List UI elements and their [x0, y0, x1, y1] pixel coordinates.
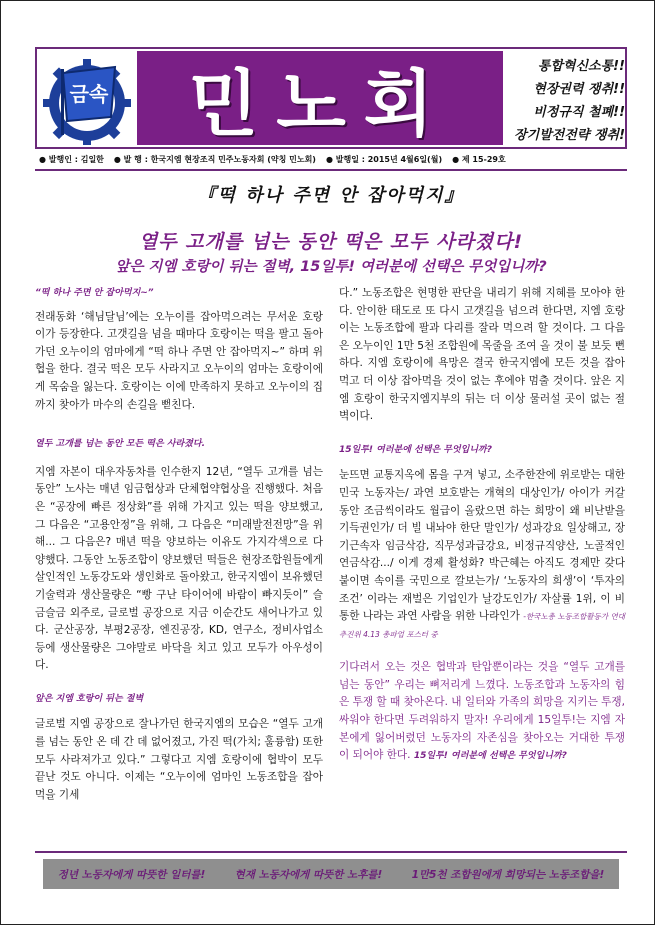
footer-slogan: 정년 노동자에게 따뜻한 일터를!	[57, 868, 206, 881]
section-heading: 열두 고개를 넘는 동안 모든 떡은 사라졌다.	[35, 439, 206, 450]
subheadline-2: 앞은 지엠 호랑이 뒤는 절벽, 15일투! 여러분에 선택은 무엇입니까?	[115, 259, 547, 275]
footer-banner	[43, 859, 619, 889]
slogan-item: 장기발전전략 쟁취!	[514, 128, 625, 143]
masthead	[35, 47, 627, 149]
signature: -한국노총 노동조합활동가 연대 추진위 4.13 총파업 포스터 중	[339, 612, 625, 639]
issue-number: ● 제 15-29호	[452, 154, 506, 164]
closing-paragraph	[339, 659, 625, 766]
paragraph-text: 기다려서 오는 것은 협박과 탄압뿐이라는 것을 “열두 고개를 넘는 동안” 우리는 뼈저리게 느꼈다. 노동조합과 노동자의 힘은 투쟁 할 때 찾아온다. 내 일터와 가족의 희망을 지키는 투쟁, 싸워야 한다면 두려워하지 말자! 우리에게 15일투!는 지엠 자본에게 잃어버렸던 노동자의 자존심을 찾아오는 거대한 투쟁이 되어야 한다.	[339, 661, 626, 762]
paragraph: 전래동화 ‘해님달님’에는 오누이를 잡아먹으려는 무서운 호랑이가 등장한다. 고갯길을 넘을 때마다 호랑이는 떡을 팔고 돌아가던 오누이의 엄마에게 “떡 하나 주면 안 잡아먹지~” 하며 위협을 한다. 결국 떡은 모두 사라지고 오누이의 엄마는 호랑이에게 목숨을 잃는다. 호랑이는 이에 만족하지 못하고 오누이의 집까지 찾아가 마수의 손길을 뻗친다.	[35, 310, 323, 411]
right-column	[339, 285, 625, 766]
subheadline-1: 열두 고개를 넘는 동안 떡은 모두 사라졌다!	[138, 231, 524, 253]
paragraph: 다.” 노동조합은 현명한 판단을 내리기 위해 지혜를 모아야 한다. 안이한 태도로 또 다시 고갯길을 넘으려 한다면, 지엠 호랑이는 노동조합에 팔과 다리를 잘라 먹으려 할 것이다. 그 다음은 오누이인 1만 5천 조합원에 목줄을 조여 올 것이 불 보듯 뻔하다. 지엠 호랑이에 욕망은 결국 한국지엠에 모든 것을 잡아먹고 더 이상 잡아먹을 것이 없는 후에야 멈출 것이다. 앞은 지엠 호랑이 한국지엠지부의 뒤는 더 이상 물러설 곳이 없는 절벽이다.	[339, 287, 625, 423]
publication-info-bar	[35, 151, 627, 167]
footer-slogan: 1만5천 조합원에게 희망되는 노동조합을!	[411, 868, 605, 881]
section-heading: 앞은 지엠 호랑이 뒤는 절벽	[35, 693, 144, 704]
paragraph: 글로벌 지엠 공장으로 잘나가던 한국지엠의 모습은 “열두 고개를 넘는 동안 온 데 간 데 없어졌고, 가진 떡(가치; 훌륭함) 또한 모두 사라져가고 있다.” 그렇다고 지엠 호랑이에 협박이 모두 끝난 것도 아니다. 이제는 “오누이에 엄마인 노동조합을 잡아먹을 기세	[35, 718, 323, 801]
divider	[35, 169, 627, 171]
left-column	[35, 285, 323, 804]
headline: 『떡 하나 주면 안 잡아먹지』	[197, 185, 465, 206]
issue-date: ● 발행일 : 2015년 4월6일(월)	[325, 154, 443, 164]
publisher: ● 발행인 : 김일한	[39, 154, 104, 164]
section-heading: 15일투! 여러분에 선택은 무엇입니까?	[339, 444, 492, 455]
divider	[35, 851, 627, 853]
slogan-item: 현장권력 쟁취!!	[533, 82, 625, 97]
issuer: ● 발 행 : 한국지엠 현장조직 민주노동자회 (약칭 민노회)	[113, 154, 316, 164]
footer-slogan: 현재 노동자에게 따뜻한 노후를!	[234, 868, 383, 881]
logo-text: 금속	[69, 82, 109, 106]
metal-union-logo-icon	[41, 55, 133, 145]
slogan-item: 비정규직 철폐!!	[533, 105, 625, 120]
title-box	[137, 51, 503, 145]
newsletter-title: 민노회	[188, 61, 452, 146]
closing-callout: 15일투! 여러분에 선택은 무엇입니까?	[413, 751, 567, 762]
paragraph-text: 눈뜨면 교통지옥에 몸을 구겨 넣고, 소주한잔에 위로받는 대한민국 노동자는/ 과연 보호받는 개혁의 대상인가/ 아이가 커갈 동안 조금씩이라도 월급이 올랐으면 하는 희망이 왜 비난받을 기득권인가/ 더 빌 내놔야 한단 말인가/ 성과강요 일상해고, 장기근속자 임금삭감, 직무성과급강요, 비정규직양산, 노골적인 연금삭감.../ 이게 경제 활성화? 박근혜는 아직도 경제만 갖다 붙이면 속이를 국민으로 깔보는가/ ‘노동자의 희생’이 ‘투자의 조건’ 이라는 재벌은 기업인가 날강도인가/ 자살률 1위, 이 비통한 나라는 과연 사람을 위한 나라인가	[339, 469, 625, 623]
paragraph: 지엠 자본이 대우자동차를 인수한지 12년, “열두 고개를 넘는 동안” 노사는 매년 임금협상과 단체협약협상을 진행했다. 처음은 “공장에 빠른 정상화”를 위해 가지고 있는 떡을 양보했고, 그 다음은 “고용안정”을 위해, 그 다음은 “미래발전전망”을 위해... 그 다음은? 매년 떡을 양보하는 이유도 가지각색으로 다양했다. 그동안 노동조합이 양보했던 떡들은 현장조합원들에게 살인적인 노동강도와 생인화로 돌아왔고, 한국지엠이 보유했던 기술력과 생산물량은 “빵 구난 타이어에 바람이 빠지듯이” 슬금슬금 외주로, 글로벌 공장으로 지금 이순간도 새어나가고 있다. 군산공장, 부평2공장, 엔진공장, KD, 연구소, 정비사업소 등에 생산물량은 그야말로 바닥을 치고 있고 모두가 아우성이다.	[35, 465, 323, 672]
section-heading: “떡 하나 주면 안 잡아먹지~”	[35, 288, 154, 298]
slogan-list	[507, 53, 625, 145]
paragraph	[339, 467, 625, 643]
slogan-item: 통합혁신소통!!	[537, 59, 625, 74]
